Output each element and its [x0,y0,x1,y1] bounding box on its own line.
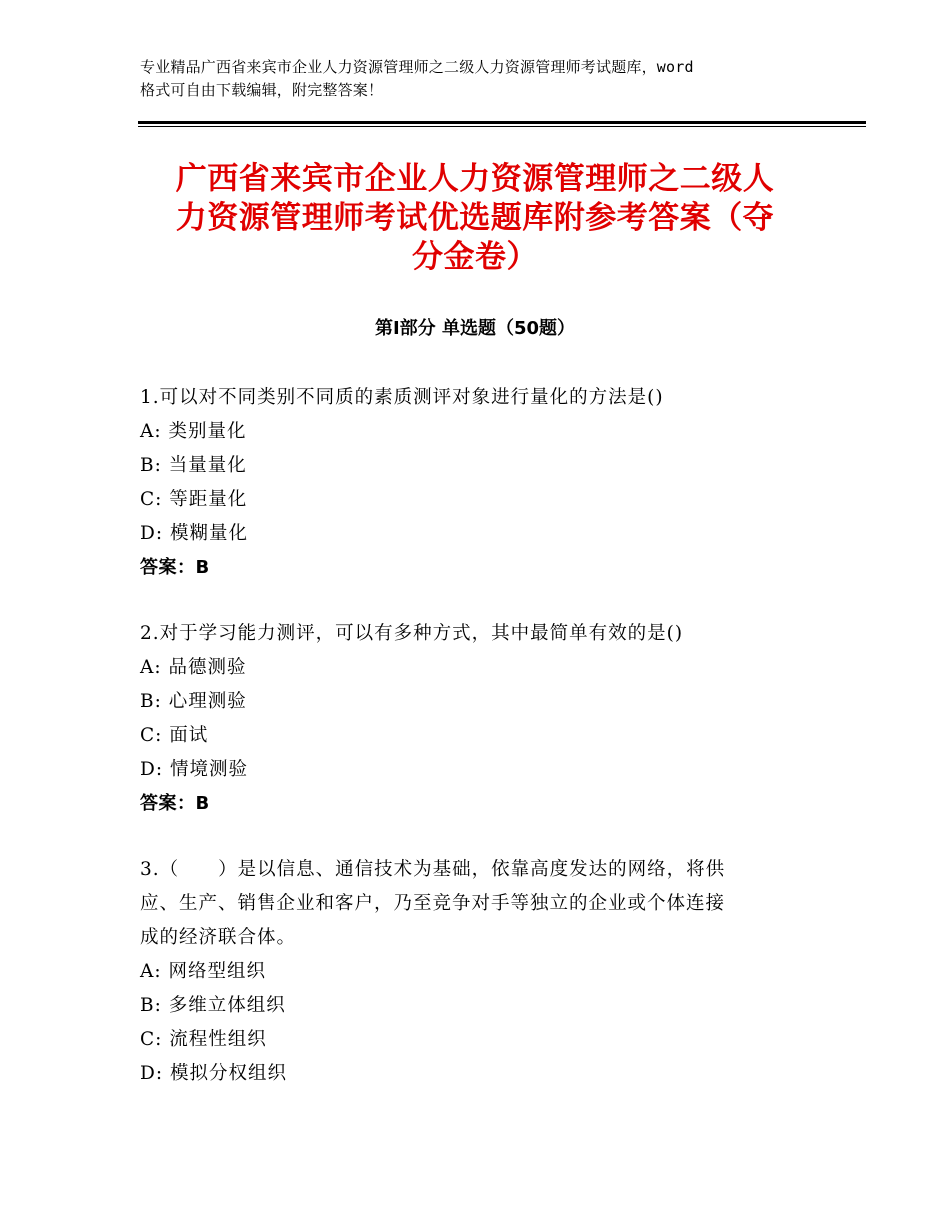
question-1 [140,381,820,585]
header-note [140,56,830,102]
question-list [140,381,820,1123]
option-c: C: 等距量化 [140,489,248,510]
answer: 答案：B [140,793,210,814]
header-divider-thick [138,121,866,124]
question-stem-line-3: 成的经济联合体。 [140,927,297,948]
question-2 [140,617,820,821]
option-a: A: 类别量化 [140,421,247,442]
document-title-line-1: 广西省来宾市企业人力资源管理师之二级人 [175,161,775,197]
option-c: C: 流程性组织 [140,1029,267,1050]
option-d: D: 模糊量化 [140,523,248,544]
document-title [140,160,810,277]
header-note-line-2: 格式可自由下载编辑，附完整答案！ [140,81,384,99]
question-stem: 2.对于学习能力测评，可以有多种方式，其中最简单有效的是() [140,623,684,644]
option-a: A: 网络型组织 [140,961,266,982]
answer: 答案：B [140,557,210,578]
question-3 [140,853,820,1091]
option-b: B: 多维立体组织 [140,995,286,1016]
document-title-line-2: 力资源管理师考试优选题库附参考答案（夺 [175,200,775,236]
question-stem-line-1: 3.（ ）是以信息、通信技术为基础，依靠高度发达的网络，将供 [140,859,726,880]
question-stem: 1.可以对不同类别不同质的素质测评对象进行量化的方法是() [140,387,664,408]
option-b: B: 心理测验 [140,691,247,712]
question-stem-line-2: 应、生产、销售企业和客户，乃至竞争对手等独立的企业或个体连接 [140,893,726,914]
option-a: A: 品德测验 [140,657,247,678]
option-c: C: 面试 [140,725,209,746]
document-title-line-3: 分金卷） [412,239,538,275]
option-b: B: 当量量化 [140,455,247,476]
header-divider-thin [138,126,866,127]
header-note-line-1: 专业精品广西省来宾市企业人力资源管理师之二级人力资源管理师考试题库，word [140,58,694,76]
option-d: D: 情境测验 [140,759,248,780]
section-title: 第Ⅰ部分 单选题（50题） [374,318,575,339]
option-d: D: 模拟分权组织 [140,1063,287,1084]
